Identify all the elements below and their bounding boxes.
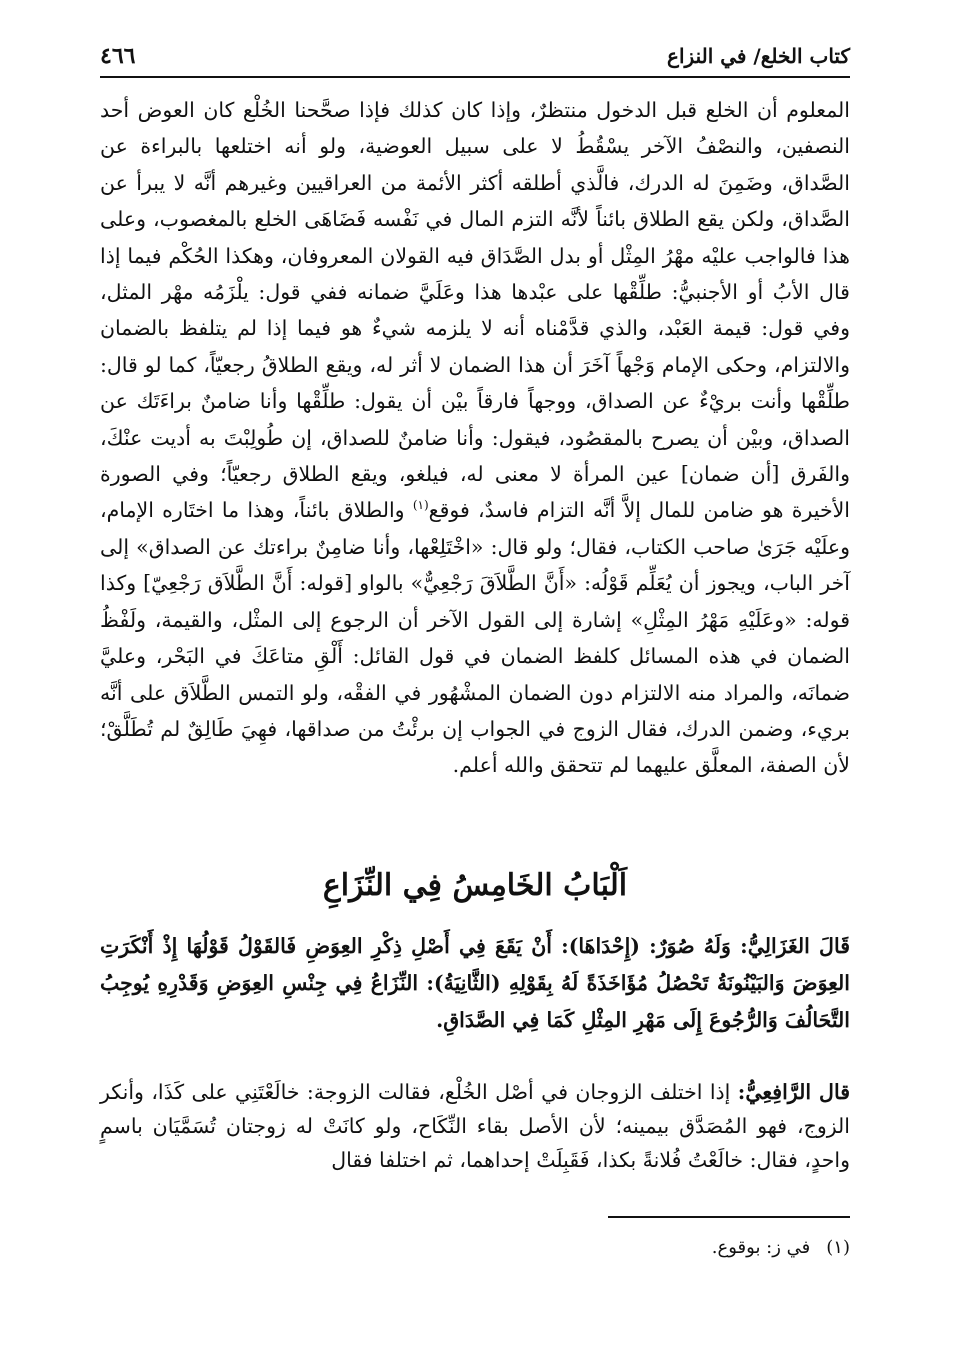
chapter-heading: اَلْبَابُ الخَامِسُ فِي النِّزَاعِ (322, 868, 628, 903)
commentary-text: إذا اختلف الزوجان في أصْل الخُلْع، فقالت الزوجة: خالَعْتَنِي على كَذَا، وأنكر الزوج، فهو المُصَدَّق بيمينه؛ لأن الأصل بقاء النِّكَاح، ولو كانَتْ له زوجتان تُسَمَّيَان باسمٍ واحدٍ، فقال: خالَعْتُ فُلانةً بكذا، فَقَبِلَتْ إحداهما، ثم اختلفا فقال (100, 1080, 850, 1172)
footnote-text: في ز: بوقوع. (711, 1237, 811, 1258)
commentary-lead: قال الرَّافِعِيُّ: (737, 1080, 850, 1104)
page-header (100, 36, 850, 78)
running-title: كتاب الخلع/ في النزاع (667, 44, 850, 68)
footnote-separator (608, 1216, 850, 1218)
footnote-number: (١) (826, 1237, 850, 1258)
main-text-block (100, 92, 850, 784)
matn-block (100, 928, 850, 1039)
commentary-block (100, 1075, 850, 1177)
main-text-part-1: المعلوم أن الخلع قبل الدخول منتظرٌ، وإذا كان كذلك فإذا صحَّحنا الخُلْع كان العوض أحد النصفين، والنصْفُ الآخر يسْقُطُ لا على سبيل العوضية، ولو أنه اختلعها بالبراءة عن الصَّداق، وضَمِنَ له الدرك، فالَّذي أطلقه أكثر الأئمة من العراقيين وغيرهم أنَّه لا يبرأ عن الصَّداق، ولكن يقع الطلاق بائناً لأنَّه التزم المال في نَفْسه فَضَاهَى الخلع بالمغصوب، وعلى هذا فالواجب عليْه مهْرُ المِثْل أو بدل الصَّدَاق فيه القولان المعروفان، وهكذا الحُكْم فيما إذا قال الأبُ أو الأجنبيُّ: طلِّقْها على عبْدها هذا وعَلَيَّ ضمانه ففي قول: يلْزَمُه مهْر المثل، وفي قول: قيمة العَبْد، والذي قدَّمْناه أنه لا يلزمه شيءٌ هو فيما إذا لم يتلفظ بالضمان والالتزام، وحكى الإمام وَجْهاً آخَرَ أن هذا الضمان لا أثر له، ويقع الطلاقُ رجعيّاً، كما لو قال: طلِّقْها وأنت بريْءٌ عن الصداق، ووجهاً فارقاً بيْن أن يقول: طلِّقْها وأنا ضامنٌ براءَتَك عن الصداق، وبيْن أن يصرح بالمقصُود، فيقول: وأنا ضامنٌ للصداق، إن طُولِبْتَ به أديت عنْكَ، والفَرق [أن ضمان] عين المرأة لا معنى له، فيلغو، ويقع الطلاق رجعيّاً؛ وفي الصورة الأخيرة هو ضامن للمال إلاَّ أنَّه التزام فاسدٌ، فوقع (100, 98, 851, 523)
main-paragraph (100, 92, 850, 784)
page-number: ٤٦٦ (100, 43, 136, 69)
matn-paragraph: قَالَ الغَزَالِيُّ: وَلَهُ صُوَرٌ: (إِحْدَاهَا): أَنْ يَقَعَ فِي أَصْلِ ذِكْرِ العِوَضِ فَالقَوْلُ قَوْلُهَا إِذْ أَنْكَرَتِ العِوَضَ وَالبَيْنُونَةُ تَحْصُلُ مُؤَاخَذَةً لَهُ بِقَوْلِهِ (الثَّانِيَةُ): النِّزَاعُ فِي جِنْسِ العِوَضِ وَقَدْرِهِ يُوجِبُ التَّحَالُفَ وَالرُّجُوعَ إِلَى مَهْرِ المِثْلِ كَمَا فِي الصَّدَاقِ. (100, 934, 850, 1032)
footnote (100, 1228, 850, 1268)
main-text-part-2: والطلاق بائناً، وهذا ما اختَاره الإمام، وعلَيْه جَرَىٰ صاحب الكتاب، فقال؛ ولو قال: «اخْتَلِعْها، وأنا ضامِنٌ براءتك عن الصداق» إلى آخر الباب، ويجوز أن يُعَلِّم قَوْلُه: «أَنَّ الطَّلاَقَ رَجْعِيٌّ» بالواو [قوله: أَنَّ الطَّلاَق رَجْعِيّ] وكذا قوله: «وعَلَيْهِ مَهْرُ المِثْلِ» إشارة إلى القول الآخر أن الرجوع إلى المثْل، والقيمة، ولَفْظُ الضمان في هذه المسائل كلفظ الضمان في قول القائل: أَلْقِ متاعَكَ في البَحْر، وعليَّ ضمانَه، والمراد منه الالتزام دون الضمان المشْهُور في الفقْه، ولو التمس الطَّلاَق على أنَّه بريء، وضمن الدرك، فقال الزوج في الجواب إن برئْتُ من صداقها، فهِيَ طَالِقٌ لم تُطَلَّقْ؛ لأن الصفة، المعلَّق عليهما لم تتحقق والله أعلم. (100, 498, 850, 778)
commentary-paragraph (100, 1075, 850, 1177)
footnote-reference: (١) (412, 498, 429, 513)
